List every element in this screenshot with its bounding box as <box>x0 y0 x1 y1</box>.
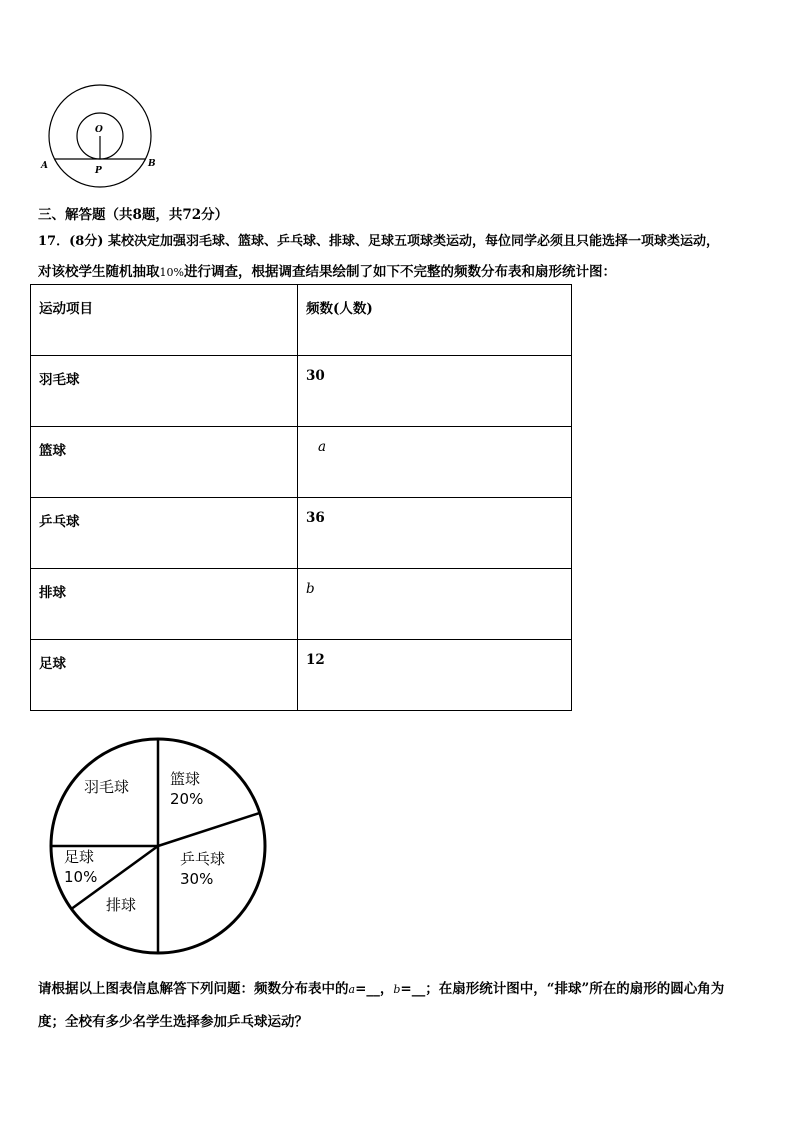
pie-slice-label: 乒乓球 <box>180 850 226 868</box>
table-row <box>31 569 572 640</box>
question-line-1: 17．(8分) 某校决定加强羽毛球、篮球、乒乓球、排球、足球五项球类运动，每位同学必须且只能选择一项球类运动， <box>38 234 719 249</box>
row-value: 30 <box>298 356 572 427</box>
row-item: 羽毛球 <box>31 356 298 427</box>
header-frequency: 频数(人数) <box>298 285 572 356</box>
table-row <box>31 427 572 498</box>
row-item: 足球 <box>31 640 298 711</box>
label-o: O <box>95 125 103 135</box>
label-b: B <box>148 159 156 169</box>
table-row <box>31 356 572 427</box>
var-a: a <box>348 983 356 996</box>
question-line-2b: 进行调查，根据调查结果绘制了如下不完整的频数分布表和扇形统计图： <box>183 264 616 280</box>
pie-slice-label: 篮球 <box>170 770 201 788</box>
answer-eq-2: =__；在扇形统计图中，“排球”所在的扇形的圆心角为 <box>400 981 725 997</box>
row-item: 乒乓球 <box>31 498 298 569</box>
section-heading: 三、解答题（共8题，共72分） <box>38 207 229 223</box>
row-value: a <box>298 427 572 498</box>
pie-chart <box>40 728 280 968</box>
pie-slice-label: 羽毛球 <box>84 778 130 796</box>
row-value: 12 <box>298 640 572 711</box>
row-value: 36 <box>298 498 572 569</box>
pie-slice-percent: 10% <box>64 868 98 886</box>
row-value: b <box>298 569 572 640</box>
table-row <box>31 498 572 569</box>
row-item: 排球 <box>31 569 298 640</box>
label-p: P <box>95 166 102 176</box>
table-header-row <box>31 285 572 356</box>
var-b: b <box>393 983 401 996</box>
question-line-2a: 对该校学生随机抽取 <box>38 264 160 280</box>
pie-slice-percent: 30% <box>180 870 214 888</box>
answer-eq-1: =__， <box>355 981 394 997</box>
pie-slice-label: 排球 <box>106 896 137 914</box>
pie-slice-label: 足球 <box>64 848 95 866</box>
question-percent: 10% <box>159 266 184 279</box>
answer-text-1: 请根据以上图表信息解答下列问题：频数分布表中的 <box>38 981 349 997</box>
table-row <box>31 640 572 711</box>
concentric-circles-figure <box>38 84 162 192</box>
answer-line-2: 度；全校有多少名学生选择参加乒乓球运动？ <box>38 1014 308 1030</box>
pie-slice-percent: 20% <box>170 790 204 808</box>
header-item: 运动项目 <box>31 285 298 356</box>
frequency-table <box>30 284 572 711</box>
question-line-2 <box>38 260 616 280</box>
row-item: 篮球 <box>31 427 298 498</box>
label-a: A <box>41 161 48 171</box>
pie-slice-boundary <box>158 813 260 846</box>
answer-line-1 <box>38 977 724 997</box>
